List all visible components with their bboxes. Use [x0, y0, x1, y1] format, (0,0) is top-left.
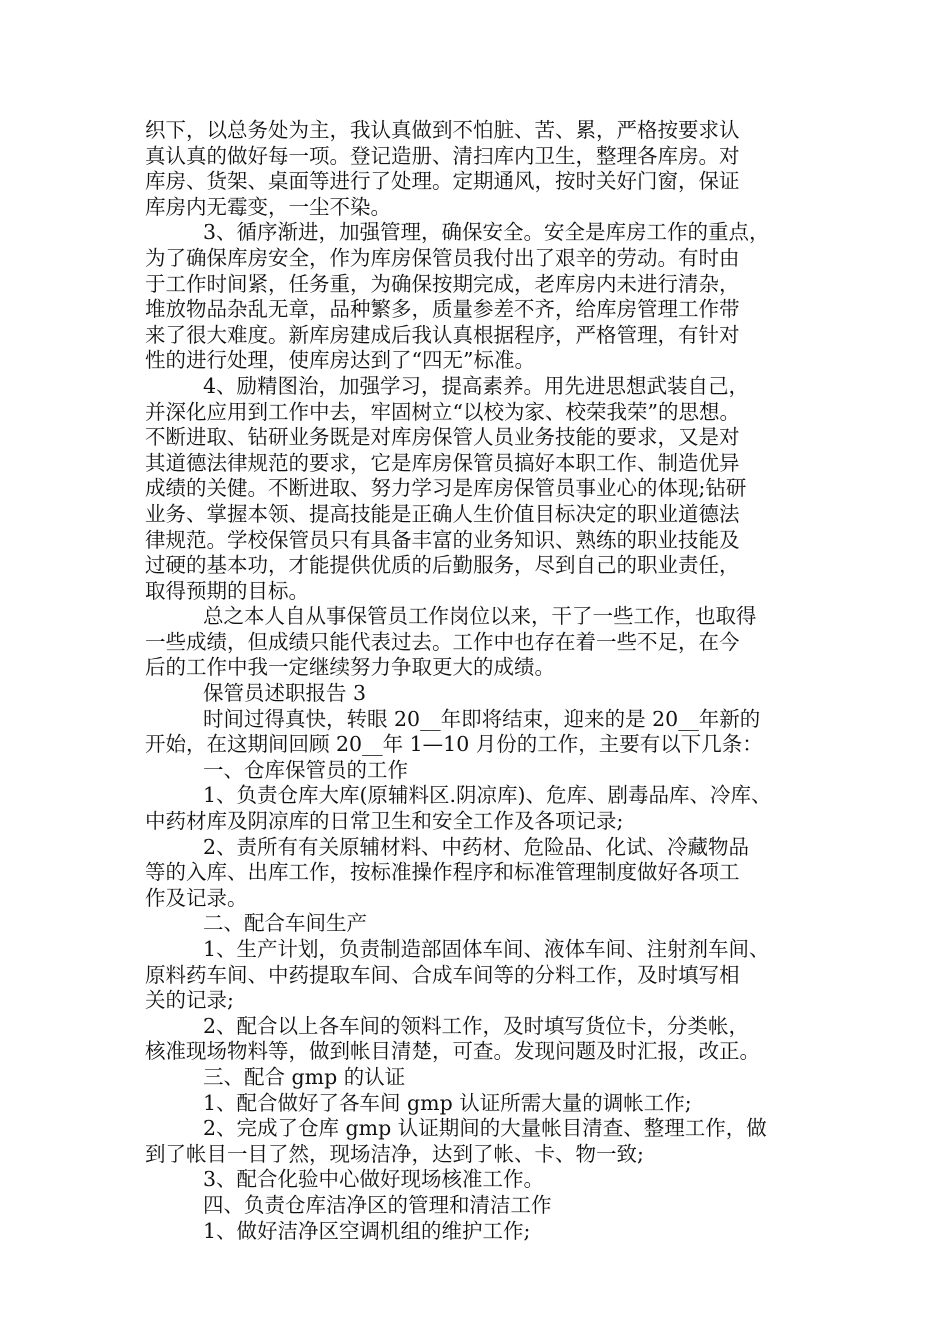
- text-line: 真认真的做好每一项。登记造册、清扫库内卫生，整理各库房。对: [145, 143, 740, 168]
- text-line: 二、配合车间生产: [203, 911, 367, 936]
- text-line: 来了很大难度。新库房建成后我认真根据程序，严格管理，有针对: [145, 322, 740, 347]
- text-line: 四、负责仓库洁净区的管理和清洁工作: [203, 1192, 552, 1217]
- text-line: 等的入库、出库工作，按标准操作程序和标准管理制度做好各项工: [145, 860, 740, 885]
- text-line: 时间过得真快，转眼 20__年即将结束，迎来的是 20__年新的: [203, 706, 761, 731]
- text-line: 于工作时间紧，任务重，为确保按期完成，老库房内未进行清杂，: [145, 271, 740, 296]
- text-line: 3、循序渐进，加强管理，确保安全。安全是库房工作的重点，: [203, 220, 770, 245]
- text-line: 库房、货架、桌面等进行了处理。定期通风，按时关好门窗，保证: [145, 169, 740, 194]
- text-line: 不断进取、钻研业务既是对库房保管人员业务技能的要求，又是对: [145, 425, 740, 450]
- text-line: 作及记录。: [145, 885, 248, 910]
- text-line: 2、配合以上各车间的领料工作，及时填写货位卡，分类帐，: [203, 1013, 750, 1038]
- text-line: 关的记录;: [145, 988, 234, 1013]
- text-line: 到了帐目一目了然，现场洁净，达到了帐、卡、物一致;: [145, 1141, 644, 1166]
- text-line: 3、配合化验中心做好现场核准工作。: [203, 1167, 545, 1192]
- text-line: 为了确保库房安全，作为库房保管员我付出了艰辛的劳动。有时由: [145, 245, 740, 270]
- text-line: 1、生产计划，负责制造部固体车间、液体车间、注射剂车间、: [203, 937, 770, 961]
- text-line: 一些成绩，但成绩只能代表过去。工作中也存在着一些不足，在今: [145, 629, 740, 654]
- text-line: 2、完成了仓库 gmp 认证期间的大量帐目清查、整理工作，做: [203, 1116, 767, 1141]
- text-line: 开始，在这期间回顾 20__年 1—10 月份的工作，主要有以下几条：: [145, 732, 763, 757]
- text-line: 性的进行处理，使库房达到了“四无”标准。: [145, 348, 535, 373]
- text-line: 2、责所有有关原辅材料、中药材、危险品、化试、冷藏物品: [203, 834, 750, 859]
- text-line: 其道德法律规范的要求，它是库房保管员搞好本职工作、制造优异: [145, 450, 740, 475]
- text-line: 库房内无霉变，一尘不染。: [145, 194, 391, 219]
- text-line: 取得预期的目标。: [145, 578, 309, 603]
- text-line: 后的工作中我一定继续努力争取更大的成绩。: [145, 655, 555, 680]
- text-line: 一、仓库保管员的工作: [203, 757, 408, 782]
- text-line: 三、配合 gmp 的认证: [203, 1064, 406, 1089]
- text-line: 成绩的关健。不断进取、努力学习是库房保管员事业心的体现;钻研: [145, 476, 747, 501]
- text-line: 4、励精图治，加强学习，提高素养。用先进思想武装自己，: [203, 373, 750, 398]
- text-line: 并深化应用到工作中去，牢固树立“以校为家、校荣我荣”的思想。: [145, 399, 740, 424]
- document-body: [145, 118, 825, 1244]
- text-line: 1、做好洁净区空调机组的维护工作;: [203, 1218, 531, 1243]
- text-line: 过硬的基本功，才能提供优质的后勤服务，尽到自己的职业责任，: [145, 553, 740, 578]
- text-line: 织下，以总务处为主，我认真做到不怕脏、苦、累，严格按要求认: [145, 118, 740, 142]
- text-line: 中药材库及阴凉库的日常卫生和安全工作及各项记录;: [145, 809, 624, 834]
- text-line: 1、配合做好了各车间 gmp 认证所需大量的调帐工作;: [203, 1090, 692, 1115]
- text-line: 核准现场物料等，做到帐目清楚，可查。发现问题及时汇报，改正。: [145, 1039, 760, 1064]
- text-line: 业务、掌握本领、提高技能是正确人生价值目标决定的职业道德法: [145, 501, 740, 526]
- text-line: 保管员述职报告 3: [203, 681, 367, 706]
- text-line: 原料药车间、中药提取车间、合成车间等的分料工作，及时填写相: [145, 962, 740, 987]
- text-line: 总之本人自从事保管员工作岗位以来，干了一些工作，也取得: [203, 604, 757, 629]
- text-line: 1、负责仓库大库(原辅料区.阴凉库)、危库、剧毒品库、冷库、: [203, 783, 772, 808]
- text-line: 律规范。学校保管员只有具备丰富的业务知识、熟练的职业技能及: [145, 527, 740, 552]
- text-line: 堆放物品杂乱无章，品种繁多，质量参差不齐，给库房管理工作带: [145, 297, 740, 322]
